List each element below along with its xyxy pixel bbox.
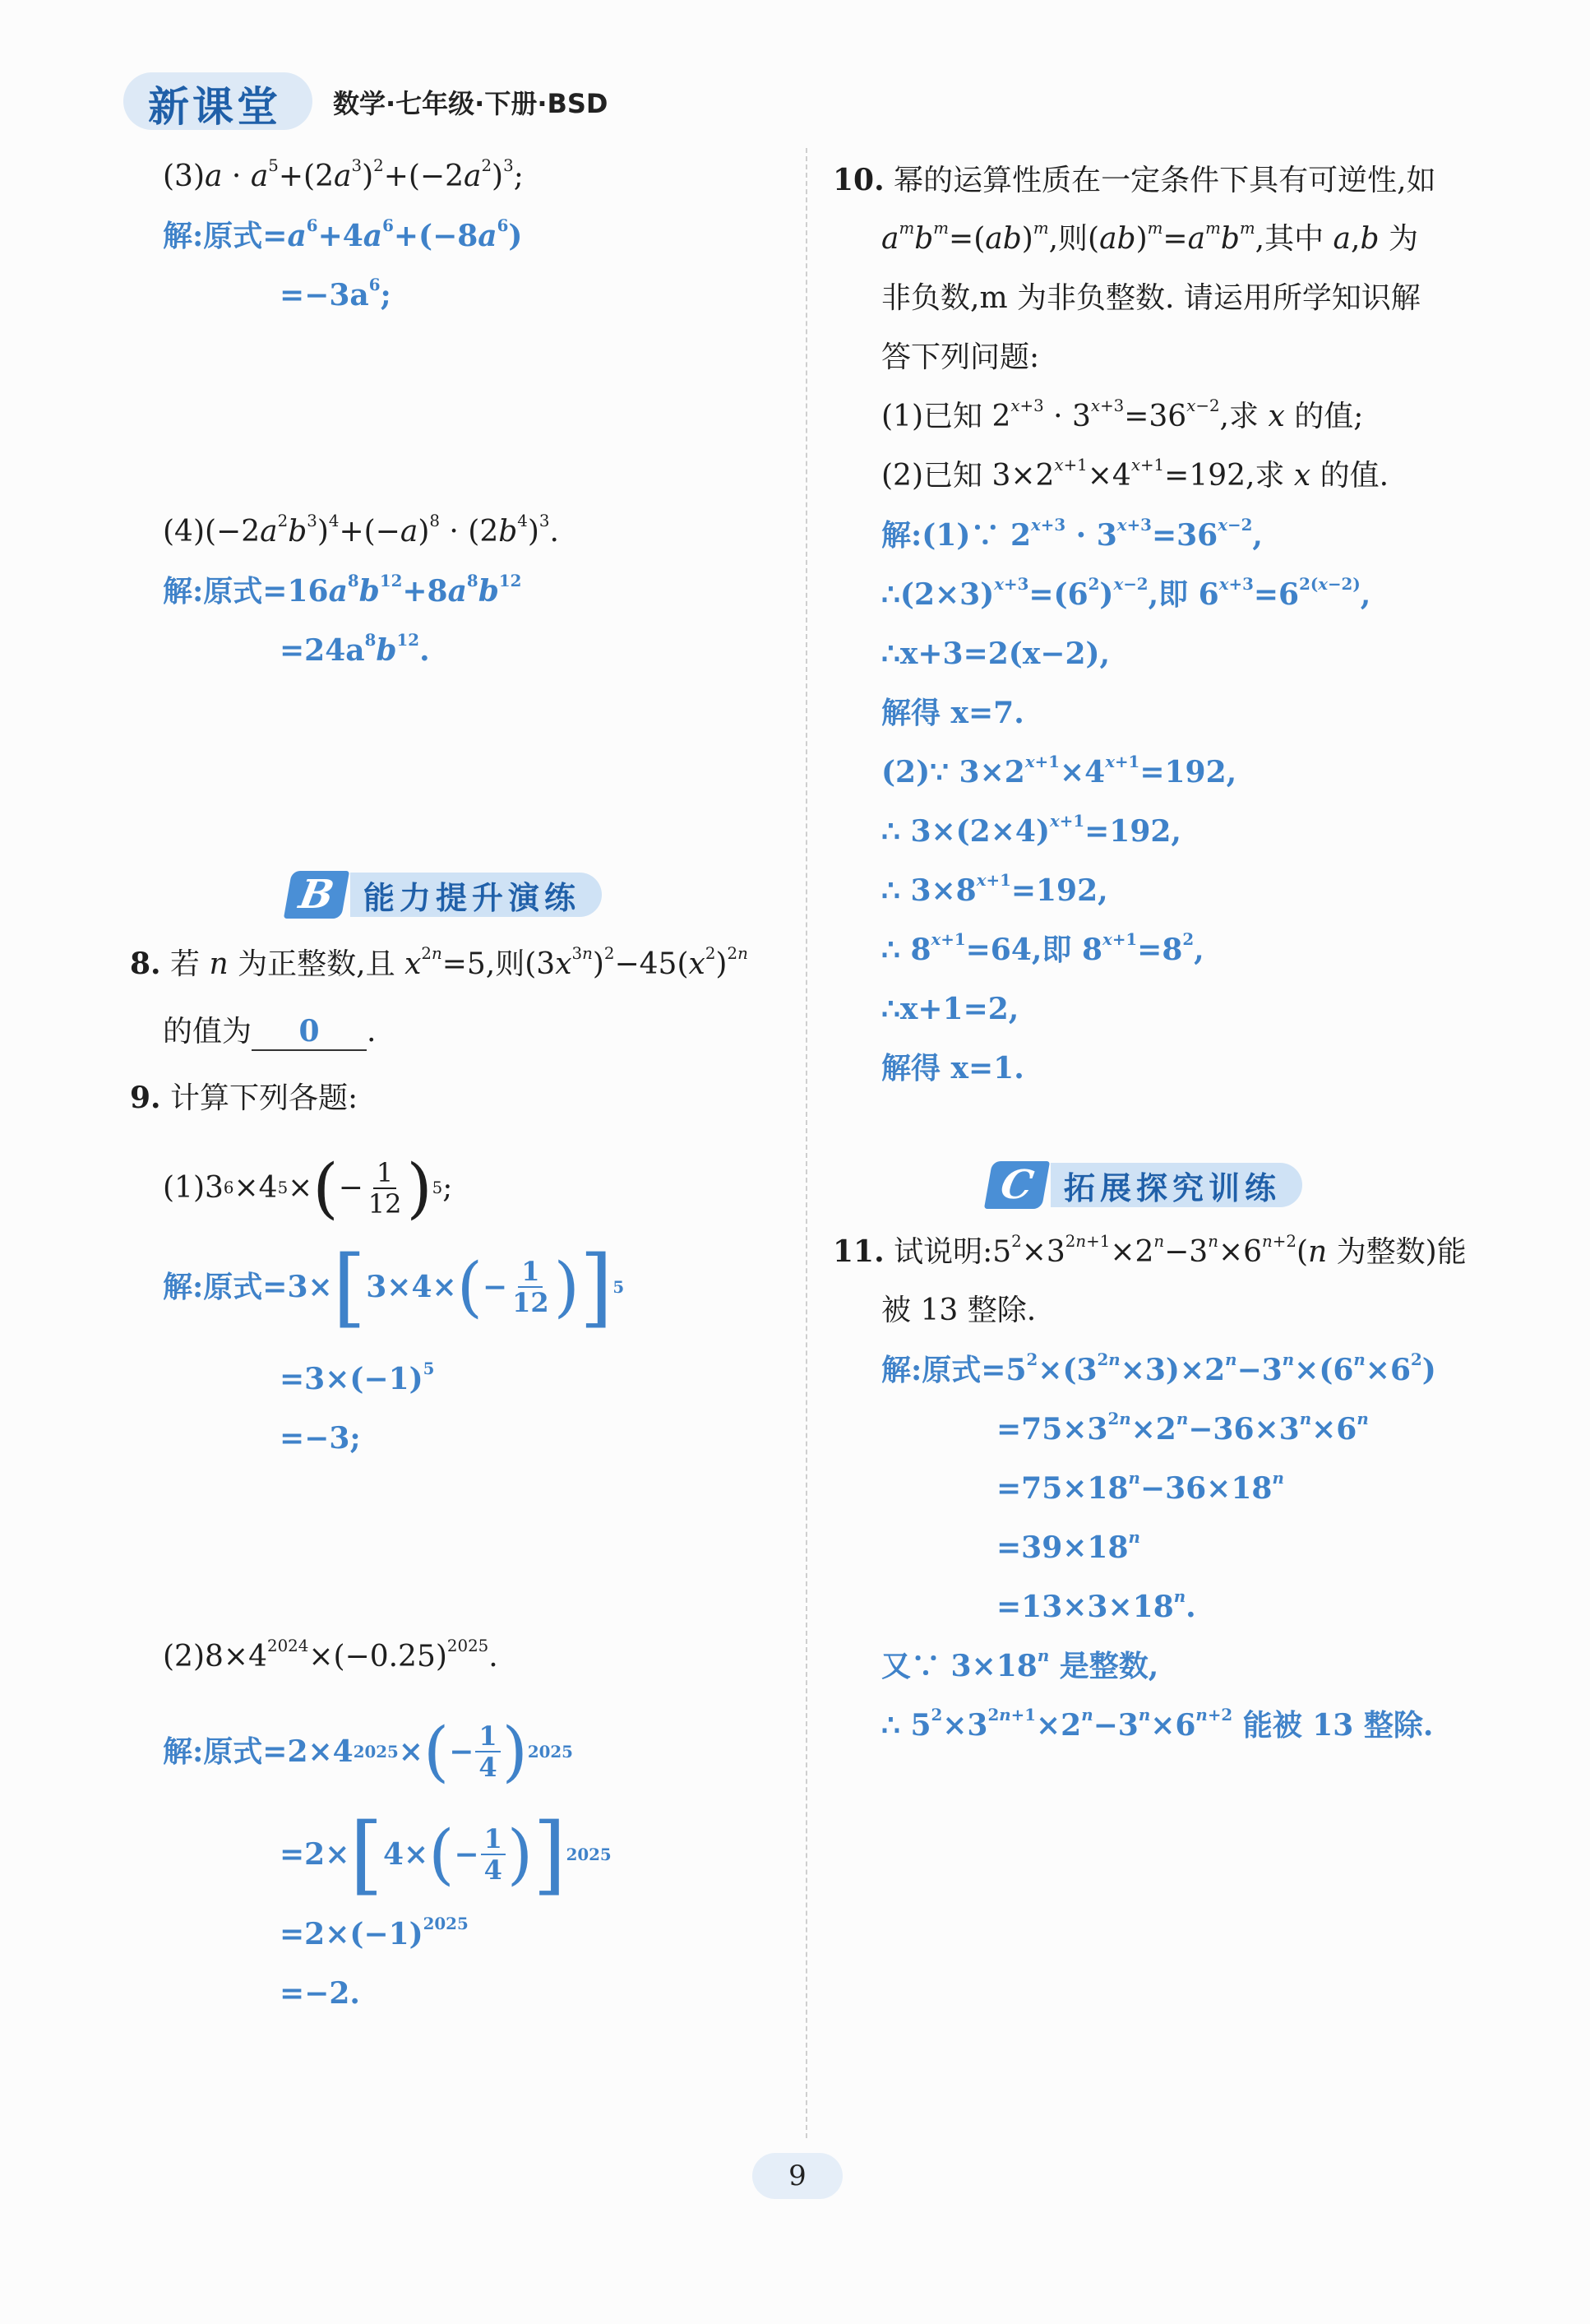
solution-11-line3: $=75\times 18^n-36\times 18^n$ <box>996 1468 1284 1506</box>
solution-10-line4: 解得 x=7. <box>881 696 1024 730</box>
section-b-badge: B <box>284 871 349 919</box>
problem-7-4: $(4)(-2a^2b^3)^4+(-a)^8 \cdot (2b^4)^3$. <box>163 512 559 549</box>
problem-9-2: $(2)8\times 4^{2024}\times(-0.25)^{2025}$. <box>163 1637 498 1674</box>
solution-10-line9: ∴x+1=2, <box>881 992 1019 1026</box>
solution-10-line5: (2)∵ $3\times 2^{x+1}\times 4^{x+1}=192$, <box>881 752 1237 789</box>
solution-10-line3: ∴x+3=2(x−2), <box>881 637 1111 671</box>
solution-10-line2: $\therefore(2\times 3)^{x+3}=(6^2)^{x-2}$,即 $6^{x+3}=6^{2(x-2)}$, <box>881 574 1371 612</box>
solution-7-3-line2: $=-3a^6$; <box>280 275 391 312</box>
question-10-line3: 非负数,m 为非负整数. 请运用所学知识解 <box>881 281 1421 315</box>
solution-9-2-line2: =2× [ 4× ( − $\frac{1}{4}$ ) ] 2025 <box>280 1804 612 1905</box>
question-8-answer: 0 <box>252 1013 367 1051</box>
solution-11-line6: 又∵ $3\times 18^n$ 是整数, <box>881 1646 1159 1683</box>
solution-7-4-line1: 解:原式$=16a^8b^{12}+8a^8b^{12}$ <box>163 571 522 609</box>
section-c-heading <box>988 1158 1302 1212</box>
question-11-line1: 11. 试说明$:5^2\times 3^{2n+1}\times 2^n-3^n\times 6^{n+2}(n$ 为整数)能 <box>833 1232 1467 1269</box>
solution-11-line4: $=39\times 18^n$ <box>996 1527 1140 1565</box>
book-subject: 数学·七年级·下册·BSD <box>333 88 608 119</box>
problem-7-3: $(3)a \cdot a^5+(2a^3)^2+(-2a^2)^3$; <box>163 156 524 193</box>
question-10-part2: (2)已知 $3\times 2^{x+1}\times 4^{x+1}=192$,求 x 的值. <box>881 456 1389 493</box>
page-number: 9 <box>752 2153 843 2199</box>
solution-9-2-line4: =−2. <box>280 1976 360 2011</box>
question-9: 9. 计算下列各题: <box>130 1081 358 1115</box>
brand-title: 新课堂 <box>148 82 281 131</box>
section-b-heading <box>288 868 602 922</box>
solution-9-1-line3: =−3; <box>280 1421 361 1456</box>
question-11-line2: 被 13 整除. <box>881 1294 1037 1327</box>
solution-11-line1: 解:原式$=5^2\times(3^{2n}\times 3)\times 2^n-3^n\times(6^n\times 6^2)$ <box>881 1349 1436 1387</box>
solution-11-line2: $=75\times 3^{2n}\times 2^n-36\times 3^n\times 6^n$ <box>996 1409 1369 1447</box>
solution-10-line1: 解:(1)∵ $2^{x+3} \cdot 3^{x+3}=36^{x-2}$, <box>881 515 1263 553</box>
question-10-part1: (1)已知 $2^{x+3} \cdot 3^{x+3}=36^{x-2}$,求 x 的值; <box>881 396 1364 433</box>
solution-10-line7: ∴ $3\times 8^{x+1}=192$, <box>881 870 1108 908</box>
solution-10-line10: 解得 x=1. <box>881 1051 1024 1086</box>
column-divider <box>806 148 807 2138</box>
solution-11-line5: $=13\times 3\times 18^n$. <box>996 1586 1196 1624</box>
solution-7-4-line2: $=24a^8b^{12}$. <box>280 630 430 668</box>
solution-9-1-line1: 解:原式=3× [ 3×4× ( − $\frac{1}{12}$ ) ] 5 <box>163 1237 625 1337</box>
question-10-line1: 10. 幂的运算性质在一定条件下具有可逆性,如 <box>833 163 1436 197</box>
solution-10-line6: ∴ $3\times(2\times 4)^{x+1}=192$, <box>881 811 1181 849</box>
solution-9-1-line2: $=3\times(-1)^5$ <box>280 1359 435 1396</box>
solution-7-3-line1: 解:原式$=a^6+4a^6+(-8a^6)$ <box>163 215 523 253</box>
solution-10-line8: ∴ $8^{x+1}=64$,即 $8^{x+1}=8^2$, <box>881 929 1204 967</box>
question-8-blank-line: 的值为 0 . <box>163 1013 376 1051</box>
solution-9-2-line3: $=2\times(-1)^{2025}$ <box>280 1914 469 1951</box>
question-8: 8. 若 n 为正整数,且 $x^{2n}=5$,则$(3x^{3n})^2-45(x^2)^{2n}$ <box>130 944 748 981</box>
question-10-line2: $a^mb^m=(ab)^m$,则$(ab)^m=a^mb^m$,其中 a,b 为 <box>881 219 1418 256</box>
section-b-title: 能力提升演练 <box>350 873 602 917</box>
solution-9-2-line1: 解:原式=2×4 2025 × ( − $\frac{1}{4}$ ) 2025 <box>163 1713 573 1789</box>
section-c-title: 拓展探究训练 <box>1051 1163 1302 1207</box>
problem-9-1: (1) 3 6 ×4 5 × ( − $\frac{1}{12}$ ) 5 ; <box>163 1150 453 1226</box>
solution-11-line7: ∴ $5^2\times 3^{2n+1}\times 2^n-3^n\times 6^{n+2}$ 能被 13 整除. <box>881 1705 1434 1743</box>
section-c-badge: C <box>984 1161 1050 1209</box>
question-10-line4: 答下列问题: <box>881 340 1040 374</box>
